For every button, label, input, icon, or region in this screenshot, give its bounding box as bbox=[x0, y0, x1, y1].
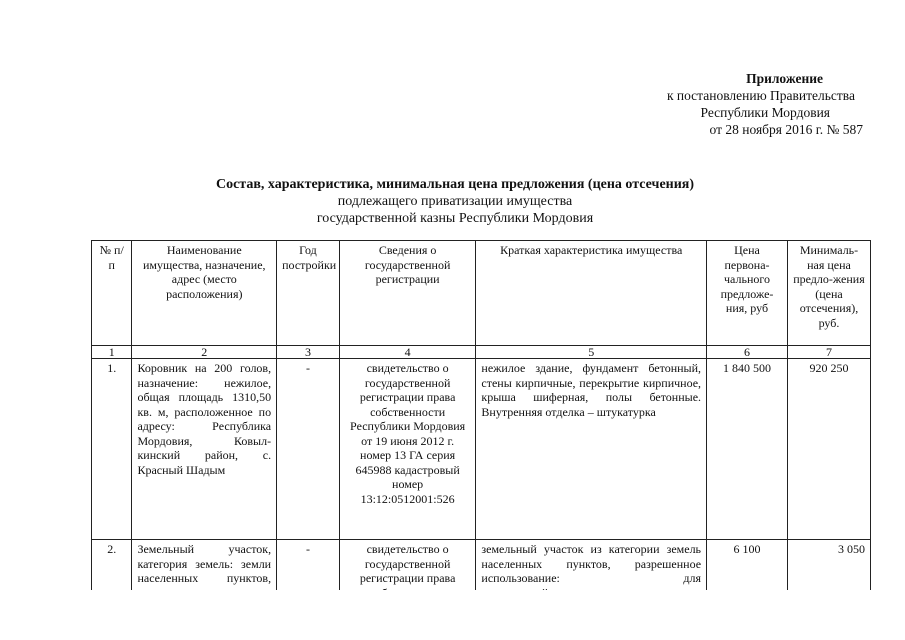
col-number: 6 bbox=[707, 346, 788, 359]
document-title bbox=[150, 176, 760, 227]
header-description: Краткая характеристика имущества bbox=[476, 241, 707, 346]
header-num: № п/п bbox=[92, 241, 132, 346]
header-name: Наименование имущества, назначение, адрес (место расположения) bbox=[132, 241, 277, 346]
col-number: 3 bbox=[277, 346, 340, 359]
table-header-row bbox=[92, 241, 871, 346]
title-line-1: Состав, характеристика, минимальная цена предложения (цена отсечения) bbox=[215, 177, 695, 192]
row-year: - bbox=[277, 359, 340, 540]
row-description: земельный участок из категории земель населенных пунктов, разрешенное использование: для bbox=[476, 540, 707, 603]
appendix-block bbox=[600, 70, 865, 138]
row-year: - bbox=[277, 540, 340, 603]
row-description: нежилое здание, фундамент бетонный, стены кирпичные, перекрытие кирпичное, крыша шиферная, полы бетонные. Внутренняя отделка – штукатурка bbox=[476, 359, 707, 540]
appendix-line-3: от 28 ноября 2016 г. № 587 bbox=[709, 122, 863, 137]
col-number: 1 bbox=[92, 346, 132, 359]
table-row bbox=[92, 359, 871, 540]
row-name: Коровник на 200 голов, назначение: нежилое, общая площадь 1310,50 кв. м, расположенное по адресу: Республика Мордовия, Ковыл-кинский район, с. Красный Шадым bbox=[132, 359, 277, 540]
column-number-row bbox=[92, 346, 871, 359]
row-initial-price: 6 100 bbox=[707, 540, 788, 603]
page-bottom-margin bbox=[0, 590, 905, 640]
col-number: 4 bbox=[339, 346, 476, 359]
appendix-heading: Приложение bbox=[746, 71, 823, 86]
row-registration: свидетельство о государственной регистрации права bbox=[339, 540, 476, 603]
appendix-line-1: к постановлению Правительства bbox=[666, 88, 855, 103]
col-number: 5 bbox=[476, 346, 707, 359]
header-initial-price: Цена первона-чального предложе-ния, руб bbox=[707, 241, 788, 346]
appendix-line-2: Республики Мордовия bbox=[700, 105, 830, 120]
header-registration: Сведения о государственной регистрации bbox=[339, 241, 476, 346]
row-min-price: 3 050 bbox=[787, 540, 870, 603]
row-registration: свидетельство о государственной регистрации права собственности Республики Мордовия от 19 июня 2012 г. номер 13 ГА серия 645988 кадастровый номер 13:12:0512001:526 bbox=[339, 359, 476, 540]
title-line-3: государственной казны Республики Мордовия bbox=[316, 211, 594, 226]
header-min-price: Минималь-ная цена предло-жения (цена отсечения), руб. bbox=[787, 241, 870, 346]
row-num: 2. bbox=[92, 540, 132, 603]
row-initial-price: 1 840 500 bbox=[707, 359, 788, 540]
col-number: 2 bbox=[132, 346, 277, 359]
row-name: Земельный участок, категория земель: земли населенных пунктов, bbox=[132, 540, 277, 603]
header-year: Год постройки bbox=[277, 241, 340, 346]
property-table bbox=[91, 240, 871, 603]
col-number: 7 bbox=[787, 346, 870, 359]
row-num: 1. bbox=[92, 359, 132, 540]
title-line-2: подлежащего приватизации имущества bbox=[337, 194, 573, 209]
row-min-price: 920 250 bbox=[787, 359, 870, 540]
